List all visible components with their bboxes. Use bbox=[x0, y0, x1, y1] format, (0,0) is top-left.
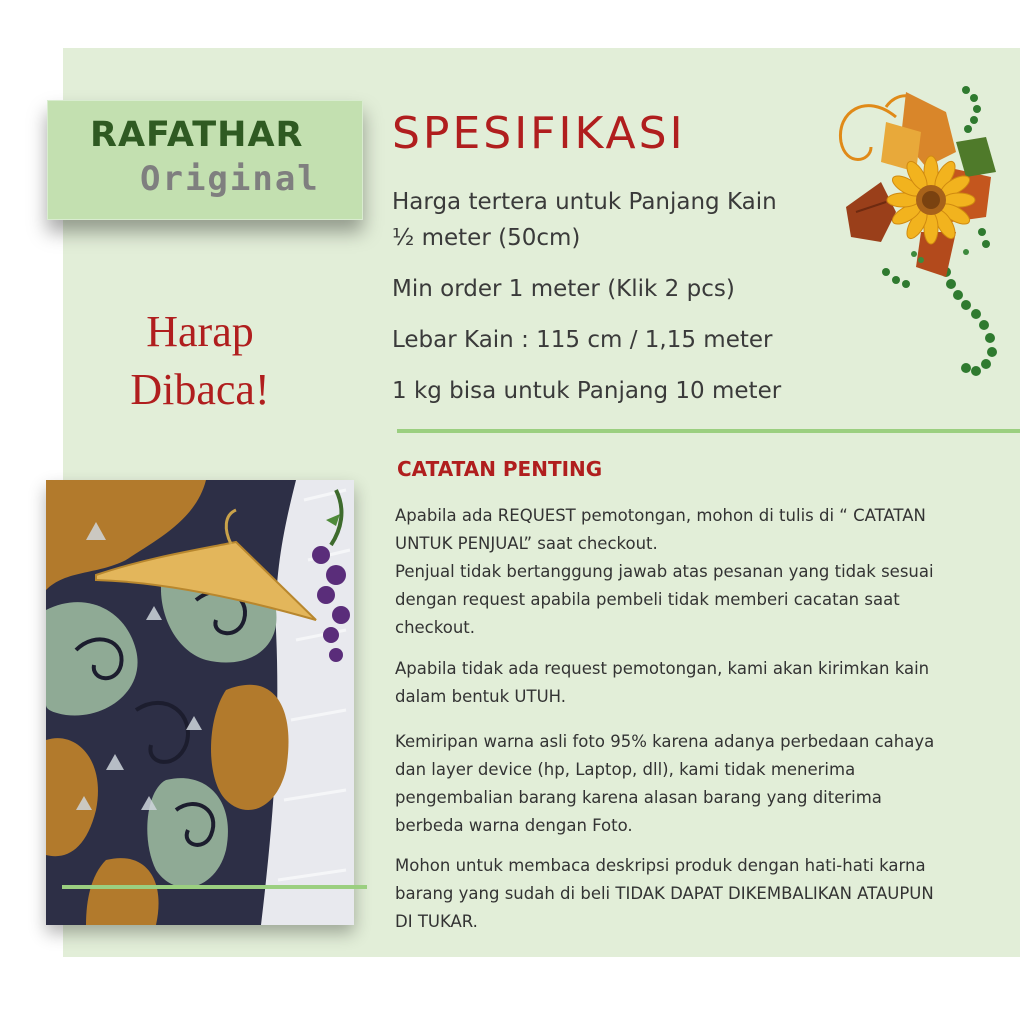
notes-line: dan layer device (hp, Laptop, dll), kami tidak menerima bbox=[395, 760, 856, 779]
notes-paragraph bbox=[395, 728, 1010, 840]
flower-ornament-art bbox=[826, 82, 1001, 382]
notes-line: Mohon untuk membaca deskripsi produk dengan hati-hati karna bbox=[395, 856, 926, 875]
spec-line: ½ meter (50cm) bbox=[392, 225, 581, 251]
batik-illustration bbox=[46, 480, 354, 925]
brand-label bbox=[47, 100, 363, 220]
notes-line: UNTUK PENJUAL” saat checkout. bbox=[395, 534, 658, 553]
notes-line: dalam bentuk UTUH. bbox=[395, 687, 567, 706]
flower-ornament bbox=[826, 82, 1001, 382]
notes-title: CATATAN PENTING bbox=[397, 457, 603, 481]
notes-line: pengembalian barang karena alasan barang yang diterima bbox=[395, 788, 882, 807]
notes-line: Apabila tidak ada request pemotongan, kami akan kirimkan kain bbox=[395, 659, 930, 678]
spec-line: Min order 1 meter (Klik 2 pcs) bbox=[392, 276, 735, 302]
section-divider bbox=[397, 429, 1020, 433]
notice-heading bbox=[95, 303, 305, 419]
spec-title: SPESIFIKASI bbox=[392, 108, 686, 159]
notes-paragraph bbox=[395, 655, 1010, 711]
notes-line: checkout. bbox=[395, 618, 475, 637]
batik-fabric-photo bbox=[46, 480, 354, 925]
spec-line: Lebar Kain : 115 cm / 1,15 meter bbox=[392, 327, 773, 353]
notes-paragraph bbox=[395, 502, 1010, 642]
notes-line: Kemiripan warna asli foto 95% karena adanya perbedaan cahaya bbox=[395, 732, 935, 751]
photo-divider bbox=[62, 885, 367, 889]
notice-line-1: Harap bbox=[146, 307, 254, 356]
notes-line: Apabila ada REQUEST pemotongan, mohon di tulis di “ CATATAN bbox=[395, 506, 926, 525]
brand-subtitle: Original bbox=[140, 159, 320, 199]
notes-line: berbeda warna dengan Foto. bbox=[395, 816, 633, 835]
spec-line: 1 kg bisa untuk Panjang 10 meter bbox=[392, 378, 782, 404]
spec-line: Harga tertera untuk Panjang Kain bbox=[392, 189, 777, 215]
notes-paragraph bbox=[395, 852, 1010, 936]
notice-line-2: Dibaca! bbox=[130, 365, 270, 414]
brand-title: RAFATHAR bbox=[90, 115, 304, 155]
notes-line: dengan request apabila pembeli tidak memberi cacatan saat bbox=[395, 590, 900, 609]
notes-line: Penjual tidak bertanggung jawab atas pesanan yang tidak sesuai bbox=[395, 562, 934, 581]
notes-line: barang yang sudah di beli TIDAK DAPAT DIKEMBALIKAN ATAUPUN bbox=[395, 884, 934, 903]
notes-line: DI TUKAR. bbox=[395, 912, 478, 931]
